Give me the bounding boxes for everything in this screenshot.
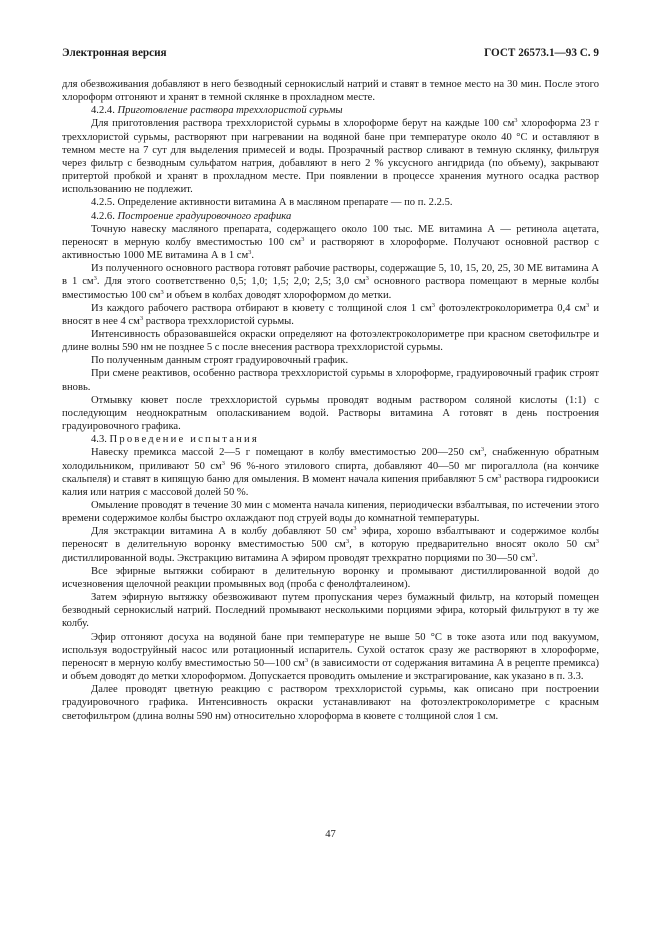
paragraph: для обезвоживания добавляют в него безводный сернокислый натрий и ставят в темное место на 30 мин. После этого хлороформ отгоняют и хранят в темной склянке в прохладном месте.	[62, 79, 599, 104]
header-standard-page: ГОСТ 26573.1—93 С. 9	[484, 47, 599, 59]
paragraph: Для экстракции витамина А в колбу добавляют 50 $см^3$ эфира, хорошо взбалтывают и содержимое колбы переносят в делительную воронку вместимостью 500 $см^3$, в которую предварительно вносят около 50 $см^3$ дистиллированной воды. Экстракцию витамина А эфиром проводят трехкратно порциями по 30—50 $см^3$.	[62, 525, 599, 564]
paragraph: Далее проводят цветную реакцию с раствором треххлористой сурьмы, как описано при построении градуировочного графика. Интенсивность окраски устанавливают на фотоэлектроколориметре с красным светофильтром (длина волны 590 нм) относительно хлороформа в кювете с толщиной слоя 1 см.	[62, 684, 599, 722]
section-heading: 4.2.4. Приготовление раствора треххлористой сурьмы	[91, 105, 343, 117]
paragraph: Для приготовления раствора треххлористой сурьмы в хлороформе берут на каждые 100 $см^3$ хлороформа 23 г треххлористой сурьмы, растворяют при нагревании на водяной бане при температуре около 40 °С и оставляют в темном месте на 7 сут для выделения примесей и воды. Прозрачный раствор сливают в темную склянку, фильтруя через фильтр с безводным сульфатом натрия, добавляют в него 2 % уксусного ангидрида (по объему), закрывают притертой пробкой и хранят в прохладном месте. При появлении в процессе хранения мутного осадка раствор использованию не подлежит.	[62, 117, 599, 196]
paragraph: По полученным данным строят градуировочный график.	[91, 355, 349, 367]
paragraph: Из полученного основного раствора готовят рабочие растворы, содержащие 5, 10, 15, 20, 25, 30 МЕ витамина А в 1 $см^3$. Для этого соответственно 0,5; 1,0; 1,5; 2,0; 2,5; 3,0 $см^3$ основного раствора помещают в мерные колбы вместимостью 100 $см^3$ и объем в колбах доводят хлороформом до метки.	[62, 263, 599, 301]
paragraph: Затем эфирную вытяжку обезвоживают путем пропускания через бумажный фильтр, на который помещен безводный сернокислый натрий. Последний промывают несколькими порциями эфира, который фильтруют в ту же колбу.	[62, 592, 599, 630]
header-edition: Электронная версия	[62, 47, 167, 59]
paragraph: Интенсивность образовавшейся окраски определяют на фотоэлектроколориметре при красном светофильтре и длине волны 590 нм не позднее 5 с после внесения раствора треххлористой сурьмы.	[62, 328, 599, 354]
paragraph: Точную навеску масляного препарата, содержащего около 100 тыс. МЕ витамина А — ретинола ацетата, переносят в мерную колбу вместимостью 100 $см^3$ и растворяют в хлороформе. Получают основной раствор с активностью 1000 МЕ витамина А в 1 $см^3$.	[62, 223, 599, 262]
paragraph: Все эфирные вытяжки собирают в делительную воронку и промывают дистиллированной водой до исчезновения щелочной реакции промывных вод (проба с фенолфталеином).	[62, 565, 599, 590]
paragraph: Из каждого рабочего раствора отбирают в кювету с толщиной слоя 1 $см^3$ фотоэлектроколориметра 0,4 $см^3$ и вносят в нее 4 $см^3$ раствора треххлористой сурьмы.	[62, 301, 599, 327]
page-number: 47	[325, 829, 336, 840]
paragraph: 4.2.5. Определение активности витамина А в масляном препарате — по п. 2.2.5.	[91, 197, 453, 209]
section-heading: 4.3. Проведение испытания	[91, 434, 259, 446]
body-text	[62, 78, 599, 723]
paragraph: Эфир отгоняют досуха на водяной бане при температуре не выше 50 °С в токе азота или под вакуумом, используя водоструйный насос или ротационный испаритель. Сухой остаток сразу же растворяют в хлороформе, переносят в мерную колбу вместимостью 50—100 $см^3$ (в зависимости от содержания витамина А в рецепте премикса) и объем доводят до метки хлороформом. Допускается проводить омыление и экстрагирование, как указано в п. 3.3.	[62, 631, 599, 683]
paragraph: Омыление проводят в течение 30 мин с момента начала кипения, периодически взбалтывая, по истечении этого времени содержимое колбы быстро охлаждают под струей воды до комнатной температуры.	[62, 500, 599, 525]
paragraph: Отмывку кювет после треххлористой сурьмы проводят водным раствором соляной кислоты (1:1) с последующим неоднократным ополаскиванием водой. Растворы витамина А готовят в день построения градуировочного графика.	[62, 394, 599, 433]
section-heading: 4.2.6. Построение градуировочного графика	[91, 210, 292, 222]
paragraph: Навеску премикса массой 2—5 г помещают в колбу вместимостью 200—250 $см^3$, снабженную обратным холодильником, приливают 50 $см^3$ 96 %-ного этилового спирта, добавляют 40—50 мг пирогаллола (на кончике скальпеля) и ставят в кипящую баню для омыления. В момент начала кипения прибавляют 5 $см^3$ раствора гидроокиси калия или натрия с массовой долей 50 %.	[62, 446, 600, 498]
paragraph: При смене реактивов, особенно раствора треххлористой сурьмы в хлороформе, градуировочный график строят вновь.	[62, 368, 599, 393]
